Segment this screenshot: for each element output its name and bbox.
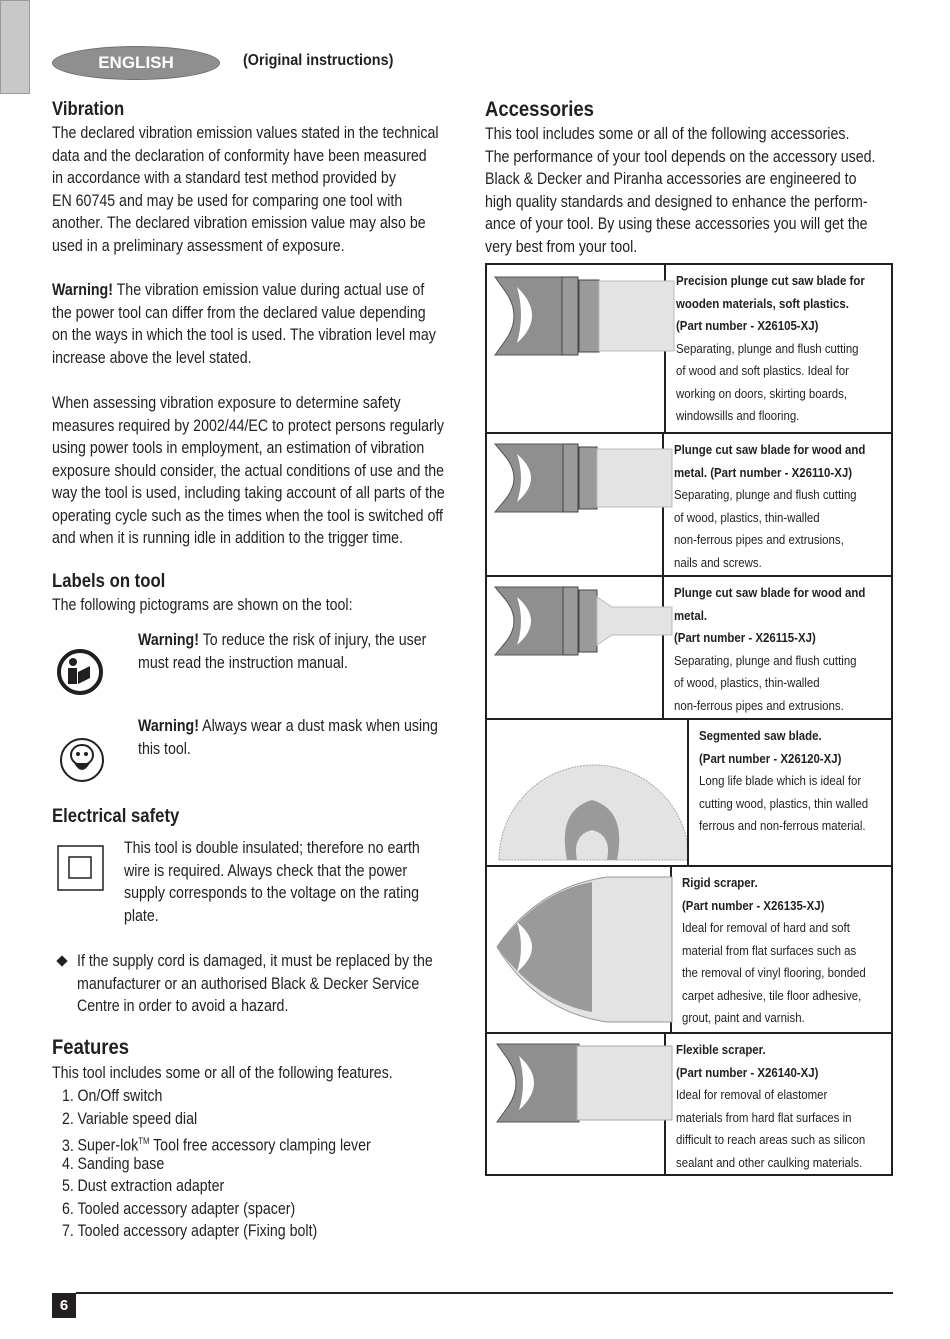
accessory-detail: of wood and soft plastics. Ideal for (676, 363, 850, 378)
supply-cord-bullet (77, 950, 491, 1018)
bullet-diamond-icon (56, 955, 67, 966)
accessory-detail: non-ferrous pipes and extrusions. (673, 697, 844, 713)
feature-label: Dust extraction adapter (77, 1177, 225, 1195)
feature-number: 6. (62, 1199, 74, 1218)
page-number: 6 (52, 1293, 76, 1318)
accessory-title: metal. (Part number - X26110-XJ) (673, 464, 852, 480)
feature-number: 4. (62, 1154, 74, 1173)
accessory-detail: non-ferrous pipes and extrusions, (673, 532, 844, 547)
text-line: EN 60745 and may be used for comparing one tool with (52, 191, 403, 210)
text-line: ance of your tool. By using these accessories you will get the (485, 215, 868, 233)
blade-image (487, 265, 666, 432)
accessory-detail: windowsills and flooring. (676, 408, 800, 423)
accessory-detail: carpet adhesive, tile floor adhesive, (682, 987, 862, 1003)
text-line: and when it is running idle in addition to the trigger time. (52, 529, 404, 547)
text-line: The performance of your tool depends on the accessory used. (485, 147, 876, 166)
text-line: measures required by 2002/44/EC to protect persons regularly (52, 416, 445, 435)
table-row (487, 265, 891, 432)
feature-label: Tool free accessory clamping lever (149, 1136, 371, 1155)
label-warning-dust-mask (138, 715, 487, 760)
feature-label: Sanding base (77, 1154, 165, 1173)
text-line: manufacturer or an authorised Black & Decker Service (77, 974, 420, 993)
text-line: The following pictograms are shown on the tool: (52, 596, 353, 614)
accessory-description (664, 577, 891, 718)
table-row (487, 718, 891, 865)
heading-accessories: Accessories (485, 98, 594, 121)
feature-number: 3. (62, 1136, 74, 1155)
accessory-title: (Part number - X26140-XJ) (675, 1064, 819, 1080)
table-row (487, 865, 891, 1032)
text-line: The declared vibration emission values stated in the technical (52, 124, 439, 142)
accessory-description (666, 1034, 891, 1174)
text-line: way the tool is used, including taking account of all parts of the (52, 484, 445, 502)
feature-number: 7. (62, 1222, 74, 1240)
read-manual-icon (56, 648, 104, 696)
accessory-description (666, 265, 891, 432)
text-line: using power tools in employment, an estimation of vibration (52, 439, 425, 457)
accessory-title: Flexible scraper. (675, 1042, 766, 1057)
accessory-title: metal. (673, 607, 707, 623)
text-line: Black & Decker and Piranha accessories are engineered to (485, 170, 857, 188)
accessory-detail: Ideal for removal of elastomer (675, 1087, 828, 1102)
label-warning-manual (138, 629, 473, 674)
text-line: on the ways in which the tool is used. The vibration level may (52, 326, 436, 344)
subtitle: (Original instructions) (243, 52, 394, 69)
warning-label: Warning! (52, 281, 113, 299)
trademark: TM (138, 1136, 150, 1146)
accessory-description (664, 434, 891, 575)
text-line: To reduce the risk of injury, the user (198, 631, 427, 649)
accessories-table (485, 263, 893, 1176)
text-line: high quality standards and designed to enhance the perform- (485, 192, 868, 211)
text-line: wire is required. Always check that the power (124, 861, 408, 880)
double-insulated-text (124, 837, 468, 927)
text-line: data and the declaration of conformity have been measured (52, 146, 427, 165)
text-line: another. The declared vibration emission value may also be (52, 214, 426, 232)
accessory-description (689, 720, 891, 865)
heading-features: Features (52, 1036, 130, 1059)
accessory-description (672, 867, 891, 1032)
accessory-title: Rigid scraper. (682, 875, 758, 890)
feature-item (62, 1130, 371, 1153)
text-line: When assessing vibration exposure to determine safety (52, 394, 401, 412)
vibration-paragraph (52, 122, 501, 257)
blade-image (487, 434, 664, 575)
text-line: operating cycle such as the times when the tool is switched off (52, 506, 443, 525)
accessory-detail: of wood, plastics, thin-walled (673, 675, 820, 690)
feature-item (62, 1085, 371, 1108)
feature-label: Tooled accessory adapter (spacer) (77, 1199, 296, 1218)
accessory-detail: ferrous and non-ferrous material. (698, 818, 866, 833)
text-line: This tool includes some or all of the following features. (52, 1064, 393, 1082)
accessory-detail: working on doors, skirting boards, (676, 385, 848, 401)
text-line: plate. (124, 906, 159, 925)
feature-item (62, 1153, 371, 1176)
text-line: in accordance with a standard test method provided by (52, 169, 396, 187)
blade-image (487, 720, 689, 865)
plunge-blade-icon (487, 265, 687, 430)
feature-label: Super-lok (77, 1136, 139, 1155)
accessory-title: Plunge cut saw blade for wood and (673, 442, 865, 457)
heading-vibration: Vibration (52, 99, 125, 120)
accessory-detail: Long life blade which is ideal for (698, 773, 861, 788)
blade-image (487, 577, 664, 718)
text-line: very best from your tool. (485, 237, 638, 256)
feature-label: Variable speed dial (77, 1109, 198, 1128)
feature-item (62, 1175, 371, 1198)
warning-label: Warning! (138, 631, 199, 649)
text-line: This tool includes some or all of the following accessories. (485, 125, 850, 143)
accessory-detail: Ideal for removal of hard and soft (682, 920, 851, 935)
heading-electrical-safety: Electrical safety (52, 806, 180, 827)
text-line: This tool is double insulated; therefore no earth (124, 839, 420, 857)
accessory-detail: nails and screws. (673, 554, 762, 570)
accessories-intro (485, 123, 939, 258)
language-badge: ENGLISH (52, 46, 220, 80)
feature-item (62, 1220, 371, 1243)
accessory-title: (Part number - X26135-XJ) (682, 897, 825, 913)
text-line: supply corresponds to the voltage on the rating (124, 884, 420, 902)
accessory-detail: Separating, plunge and flush cutting (673, 487, 857, 502)
rigid-scraper-icon (487, 867, 687, 1032)
feature-label: On/Off switch (77, 1087, 163, 1105)
table-row (487, 1032, 891, 1174)
text-line: increase above the level stated. (52, 348, 252, 367)
dust-mask-icon (59, 737, 105, 783)
segmented-blade-icon (487, 720, 687, 865)
accessory-detail: Separating, plunge and flush cutting (673, 652, 857, 668)
text-line: If the supply cord is damaged, it must be replaced by the (77, 952, 433, 970)
accessory-detail: of wood, plastics, thin-walled (673, 509, 820, 525)
accessory-title: wooden materials, soft plastics. (676, 295, 850, 311)
feature-item (62, 1108, 371, 1131)
assessment-paragraph (52, 392, 509, 550)
text-line: must read the instruction manual. (138, 653, 348, 672)
warning-label: Warning! (138, 717, 199, 735)
blade-image (487, 1034, 666, 1174)
text-line: the power tool can differ from the declared value depending (52, 303, 426, 322)
features-list (62, 1085, 421, 1243)
accessory-title: Segmented saw blade. (698, 728, 822, 743)
text-line: The vibration emission value during actual use of (112, 281, 425, 299)
page-edge-tab (0, 0, 30, 94)
accessory-title: (Part number - X26105-XJ) (676, 318, 819, 333)
text-line: used in a preliminary assessment of exposure. (52, 236, 345, 255)
accessory-title: Precision plunge cut saw blade for (676, 273, 866, 288)
text-line: Centre in order to avoid a hazard. (77, 997, 289, 1015)
accessory-detail: the removal of vinyl flooring, bonded (682, 965, 866, 980)
double-insulated-icon (57, 845, 105, 891)
feature-label: Tooled accessory adapter (Fixing bolt) (77, 1222, 318, 1240)
accessory-detail: Separating, plunge and flush cutting (676, 340, 859, 356)
accessory-title: (Part number - X26120-XJ) (698, 750, 842, 766)
heading-labels-on-tool: Labels on tool (52, 571, 166, 592)
vibration-warning (52, 279, 498, 369)
narrow-plunge-blade-icon (487, 577, 687, 717)
features-intro (52, 1062, 448, 1085)
plunge-blade-icon (487, 434, 687, 574)
feature-item (62, 1198, 371, 1221)
accessory-detail: sealant and other caulking materials. (675, 1154, 863, 1170)
accessory-detail: cutting wood, plastics, thin walled (698, 795, 868, 811)
text-line: exposure should consider, the actual conditions of use and the (52, 461, 445, 480)
feature-number: 5. (62, 1177, 74, 1195)
accessory-detail: grout, paint and varnish. (682, 1010, 805, 1025)
feature-number: 2. (62, 1109, 74, 1128)
text-line: this tool. (138, 739, 191, 758)
accessory-title: Plunge cut saw blade for wood and (673, 585, 865, 600)
accessory-title: (Part number - X26115-XJ) (673, 630, 816, 645)
labels-intro (52, 594, 401, 617)
table-row (487, 575, 891, 718)
accessory-detail: material from flat surfaces such as (682, 942, 857, 958)
flexible-scraper-icon (487, 1034, 687, 1174)
accessory-detail: materials from hard flat surfaces in (675, 1109, 852, 1125)
footer-rule (76, 1292, 893, 1294)
table-row (487, 432, 891, 575)
text-line: Always wear a dust mask when using (198, 717, 438, 735)
feature-number: 1. (62, 1087, 74, 1105)
blade-image (487, 867, 672, 1032)
accessory-detail: difficult to reach areas such as silicon (675, 1132, 866, 1147)
